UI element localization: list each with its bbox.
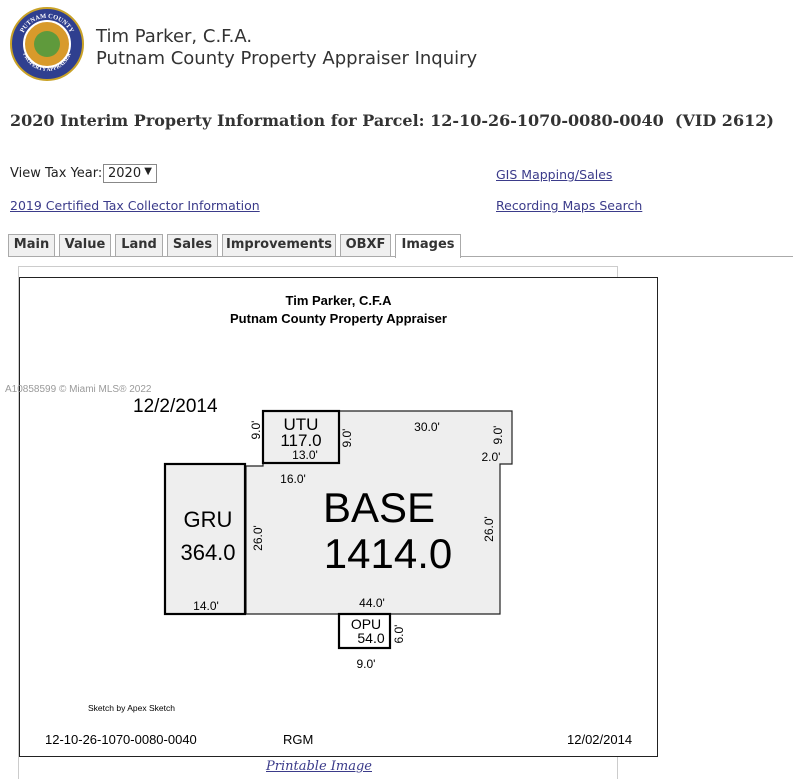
base-left-dim: 26.0' (251, 525, 265, 551)
tab-land[interactable]: Land (115, 234, 163, 256)
base-right-dim: 26.0' (482, 516, 496, 542)
mls-watermark: A10858599 © Miami MLS® 2022 (5, 384, 152, 395)
base-notch-dim: 2.0' (481, 450, 501, 464)
gru-bottom-dim: 14.0' (193, 599, 219, 613)
tab-value[interactable]: Value (59, 234, 111, 256)
opu-bottom-dim: 9.0' (356, 657, 376, 671)
utu-label: UTU (283, 415, 319, 434)
gru-area-shape (165, 464, 245, 614)
sketch-footer-code: RGM (283, 732, 314, 747)
base-inner-top-dim: 16.0' (280, 472, 306, 486)
base-top-dim: 30.0' (414, 420, 440, 434)
sketch-credit: Sketch by Apex Sketch (88, 703, 175, 713)
tab-images[interactable]: Images (395, 234, 461, 258)
opu-label: OPU (350, 616, 382, 632)
sketch-footer-date: 12/02/2014 (567, 732, 633, 747)
tab-sales[interactable]: Sales (167, 234, 218, 256)
utu-area: 117.0 (280, 431, 322, 450)
base-label: BASE (322, 484, 436, 531)
svg-text:PUTNAM COUNTY: PUTNAM COUNTY (19, 12, 75, 34)
tax-collector-link[interactable]: 2019 Certified Tax Collector Information (10, 198, 260, 213)
dropdown-arrow-icon: ▼ (144, 166, 152, 177)
tax-year-value: 2020 (108, 166, 142, 181)
sketch-footer-parcel: 12-10-26-1070-0080-0040 (45, 732, 197, 747)
printable-image-link[interactable]: Printable Image (266, 759, 372, 774)
gru-area: 364.0 (180, 540, 236, 565)
tax-year-label: View Tax Year: (10, 166, 103, 181)
tab-main[interactable]: Main (8, 234, 55, 256)
appraiser-name: Tim Parker, C.F.A. (96, 26, 253, 47)
gru-label: GRU (183, 507, 233, 532)
office-title: Putnam County Property Appraiser Inquiry (96, 48, 478, 69)
sketch-subtitle: Putnam County Property Appraiser (230, 311, 447, 326)
sketch-title: Tim Parker, C.F.A (285, 293, 392, 308)
parcel-title: 2020 Interim Property Information for Parcel: 12-10-26-1070-0080-0040 (VID 2612) (10, 111, 774, 130)
opu-area: 54.0 (357, 630, 385, 646)
svg-text:PROPERTY APPRAISER: PROPERTY APPRAISER (21, 52, 73, 74)
recording-maps-link[interactable]: Recording Maps Search (496, 198, 643, 213)
utu-bottom-dim: 13.0' (292, 448, 318, 462)
sketch-date: 12/2/2014 (133, 396, 218, 417)
tab-improvements[interactable]: Improvements (222, 234, 336, 256)
opu-side-dim: 6.0' (392, 624, 406, 644)
base-right-top-dim: 9.0' (491, 425, 505, 445)
base-area: 1414.0 (323, 530, 453, 577)
base-bottom-dim: 44.0' (359, 596, 385, 610)
utu-left-dim: 9.0' (249, 420, 263, 440)
utu-right-dim: 9.0' (340, 428, 354, 448)
gis-mapping-link[interactable]: GIS Mapping/Sales (496, 167, 613, 182)
tab-obxf[interactable]: OBXF (340, 234, 391, 256)
